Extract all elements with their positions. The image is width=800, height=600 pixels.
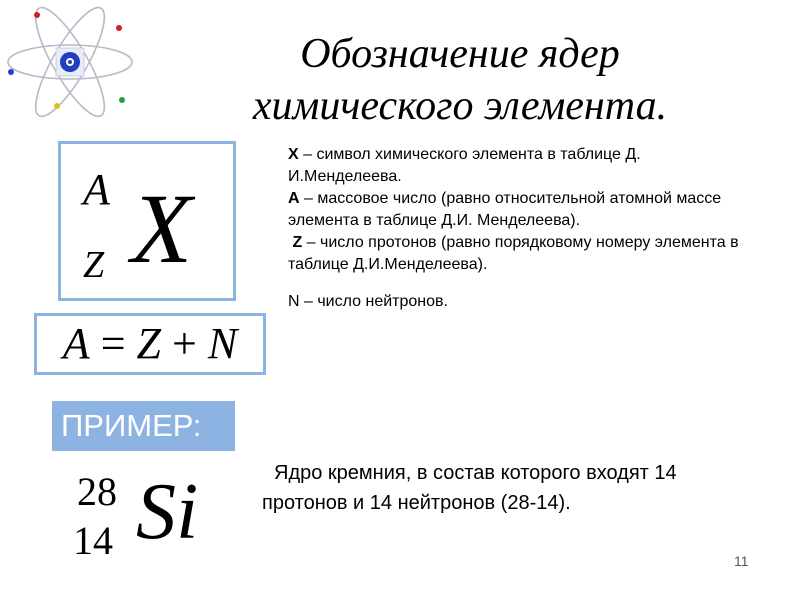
definition-n: N – число нейтронов. xyxy=(288,293,448,310)
example-text-content: Ядро кремния, в состав которого входят 14 протонов и 14 нейтронов (28-14). xyxy=(262,462,677,514)
term-x: X xyxy=(288,146,299,163)
definition-z-text: – число протонов (равно порядковому номеру элемента в таблице Д.И.Менделеева). xyxy=(288,234,739,273)
definition-a-text: – массовое число (равно относительной атомной массе элемента в таблице Д.И. Менделеева). xyxy=(288,190,722,229)
definition-x-text: – символ химического элемента в таблице Д. И.Менделеева. xyxy=(288,146,641,185)
silicon-mass-number: 28 xyxy=(77,469,117,514)
formula-z: Z xyxy=(136,319,161,368)
formula-plus: + xyxy=(172,319,197,368)
atomic-number-symbol: Z xyxy=(83,244,105,286)
mass-number-formula xyxy=(34,313,266,375)
page-title xyxy=(180,28,740,132)
term-a: А xyxy=(288,190,300,207)
element-symbol: X xyxy=(131,173,193,284)
mass-number-symbol: A xyxy=(83,165,110,214)
title-line-1: Обозначение ядер xyxy=(300,31,620,77)
term-z: Z xyxy=(292,234,303,251)
formula-n: N xyxy=(207,319,238,368)
formula-a: A xyxy=(62,319,90,368)
definition-x xyxy=(288,144,758,188)
example-text xyxy=(262,458,732,518)
title-line-2: химического элемента. xyxy=(252,83,668,129)
atom-icon xyxy=(0,0,140,130)
page-number: 11 xyxy=(734,553,749,569)
definitions xyxy=(288,144,758,313)
formula-equals: = xyxy=(100,319,126,368)
silicon-atomic-number: 14 xyxy=(73,518,113,563)
definition-z xyxy=(288,232,758,276)
definition-a xyxy=(288,188,758,232)
example-badge: ПРИМЕР: xyxy=(52,401,235,451)
silicon-symbol: Si xyxy=(136,468,199,556)
nuclide-notation-box xyxy=(58,141,236,301)
